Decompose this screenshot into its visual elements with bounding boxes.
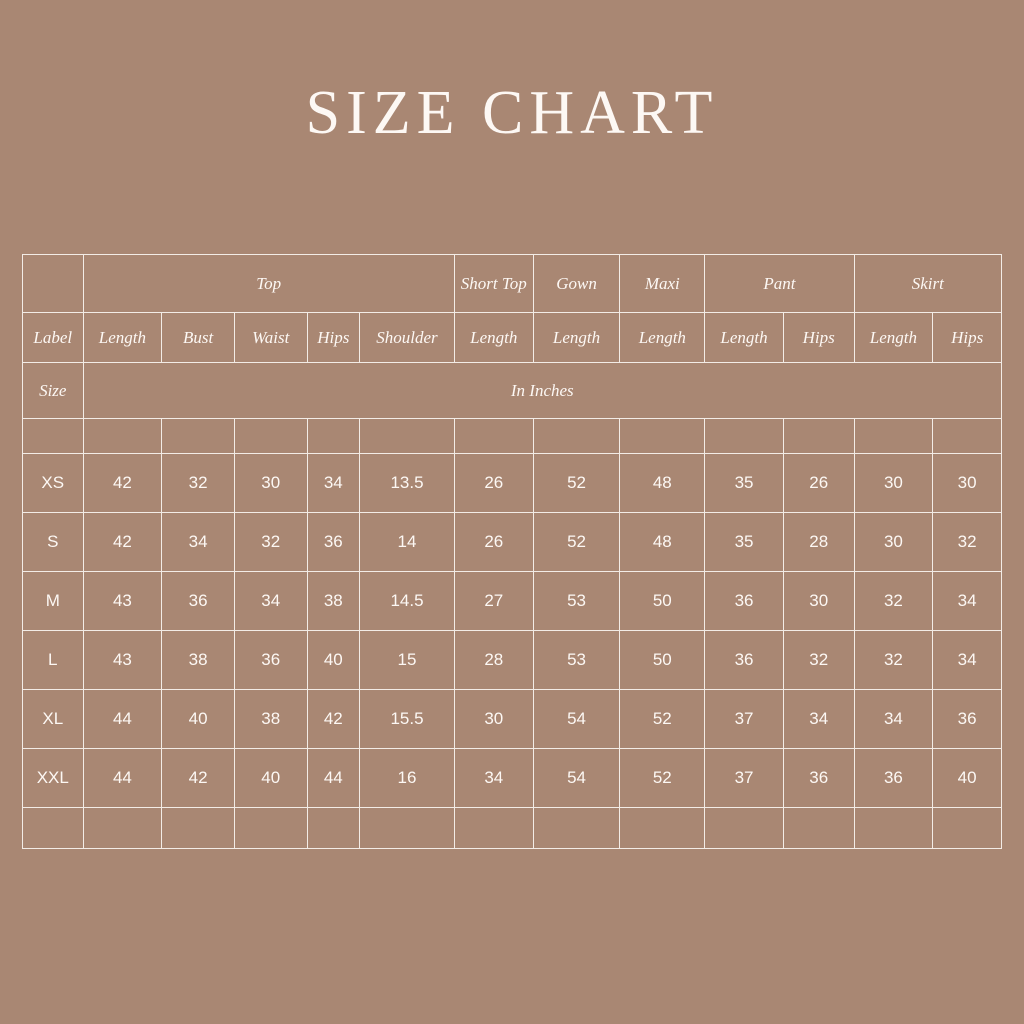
cell-skirt-length: 30 bbox=[854, 454, 933, 513]
cell-top-shoulder: 14.5 bbox=[360, 572, 455, 631]
column-header-top-hips: Hips bbox=[307, 313, 359, 363]
spacer-cell-10 bbox=[783, 419, 854, 454]
cell-top-bust: 40 bbox=[162, 690, 235, 749]
cell-maxi-length: 48 bbox=[620, 454, 705, 513]
cell-gown-length: 54 bbox=[533, 749, 620, 808]
spacer-cell-size bbox=[23, 808, 84, 849]
spacer-cell-2 bbox=[162, 419, 235, 454]
spacer-cell-3 bbox=[234, 419, 307, 454]
column-header-row bbox=[23, 313, 1002, 363]
table-row bbox=[23, 454, 1002, 513]
cell-top-shoulder: 15 bbox=[360, 631, 455, 690]
cell-pant-length: 37 bbox=[705, 749, 784, 808]
group-header-top: Top bbox=[83, 255, 454, 313]
cell-top-hips: 36 bbox=[307, 513, 359, 572]
column-header-pant-hips: Hips bbox=[783, 313, 854, 363]
cell-short-top-length: 27 bbox=[454, 572, 533, 631]
spacer-cell-8 bbox=[620, 808, 705, 849]
spacer-cell-11 bbox=[854, 419, 933, 454]
group-header-row bbox=[23, 255, 1002, 313]
cell-maxi-length: 50 bbox=[620, 631, 705, 690]
row-size-label: L bbox=[23, 631, 84, 690]
cell-short-top-length: 34 bbox=[454, 749, 533, 808]
spacer-cell-9 bbox=[705, 419, 784, 454]
column-header-top-shoulder: Shoulder bbox=[360, 313, 455, 363]
cell-top-length: 42 bbox=[83, 513, 162, 572]
group-header-pant: Pant bbox=[705, 255, 854, 313]
cell-gown-length: 52 bbox=[533, 454, 620, 513]
cell-top-length: 44 bbox=[83, 749, 162, 808]
column-header-top-waist: Waist bbox=[234, 313, 307, 363]
units-row bbox=[23, 363, 1002, 419]
cell-skirt-length: 32 bbox=[854, 631, 933, 690]
spacer-cell-1 bbox=[83, 419, 162, 454]
cell-top-shoulder: 15.5 bbox=[360, 690, 455, 749]
column-header-gown-length: Length bbox=[533, 313, 620, 363]
spacer-cell-10 bbox=[783, 808, 854, 849]
cell-top-hips: 44 bbox=[307, 749, 359, 808]
cell-skirt-hips: 34 bbox=[933, 631, 1002, 690]
column-header-top-length: Length bbox=[83, 313, 162, 363]
cell-maxi-length: 52 bbox=[620, 749, 705, 808]
cell-maxi-length: 48 bbox=[620, 513, 705, 572]
spacer-cell-7 bbox=[533, 419, 620, 454]
cell-top-waist: 30 bbox=[234, 454, 307, 513]
spacer-cell-7 bbox=[533, 808, 620, 849]
row-size-label: M bbox=[23, 572, 84, 631]
cell-top-hips: 40 bbox=[307, 631, 359, 690]
cell-pant-length: 36 bbox=[705, 572, 784, 631]
cell-pant-length: 36 bbox=[705, 631, 784, 690]
cell-short-top-length: 26 bbox=[454, 454, 533, 513]
cell-pant-hips: 26 bbox=[783, 454, 854, 513]
cell-top-length: 43 bbox=[83, 572, 162, 631]
table-row bbox=[23, 513, 1002, 572]
cell-skirt-hips: 32 bbox=[933, 513, 1002, 572]
cell-top-shoulder: 16 bbox=[360, 749, 455, 808]
spacer-cell-9 bbox=[705, 808, 784, 849]
cell-top-waist: 32 bbox=[234, 513, 307, 572]
cell-top-bust: 42 bbox=[162, 749, 235, 808]
cell-top-bust: 34 bbox=[162, 513, 235, 572]
group-header-short-top: Short Top bbox=[454, 255, 533, 313]
body-top-spacer bbox=[23, 419, 1002, 454]
cell-gown-length: 53 bbox=[533, 572, 620, 631]
cell-top-hips: 34 bbox=[307, 454, 359, 513]
cell-short-top-length: 26 bbox=[454, 513, 533, 572]
cell-short-top-length: 30 bbox=[454, 690, 533, 749]
body-bottom-spacer bbox=[23, 808, 1002, 849]
cell-skirt-hips: 34 bbox=[933, 572, 1002, 631]
cell-pant-length: 37 bbox=[705, 690, 784, 749]
cell-top-length: 42 bbox=[83, 454, 162, 513]
table-row bbox=[23, 690, 1002, 749]
cell-top-hips: 42 bbox=[307, 690, 359, 749]
cell-skirt-hips: 40 bbox=[933, 749, 1002, 808]
cell-skirt-length: 32 bbox=[854, 572, 933, 631]
cell-gown-length: 52 bbox=[533, 513, 620, 572]
cell-top-waist: 34 bbox=[234, 572, 307, 631]
spacer-cell-6 bbox=[454, 808, 533, 849]
column-header-skirt-length: Length bbox=[854, 313, 933, 363]
table-row bbox=[23, 749, 1002, 808]
cell-top-waist: 36 bbox=[234, 631, 307, 690]
cell-maxi-length: 50 bbox=[620, 572, 705, 631]
cell-gown-length: 54 bbox=[533, 690, 620, 749]
spacer-cell-3 bbox=[234, 808, 307, 849]
cell-pant-hips: 32 bbox=[783, 631, 854, 690]
cell-gown-length: 53 bbox=[533, 631, 620, 690]
cell-pant-length: 35 bbox=[705, 454, 784, 513]
spacer-cell-4 bbox=[307, 419, 359, 454]
column-header-maxi-length: Length bbox=[620, 313, 705, 363]
column-header-top-bust: Bust bbox=[162, 313, 235, 363]
row-size-label: S bbox=[23, 513, 84, 572]
column-header-skirt-hips: Hips bbox=[933, 313, 1002, 363]
cell-top-bust: 32 bbox=[162, 454, 235, 513]
row-size-label: XL bbox=[23, 690, 84, 749]
cell-top-shoulder: 14 bbox=[360, 513, 455, 572]
cell-top-hips: 38 bbox=[307, 572, 359, 631]
cell-pant-hips: 36 bbox=[783, 749, 854, 808]
column-header-label: Label bbox=[23, 313, 84, 363]
cell-skirt-length: 34 bbox=[854, 690, 933, 749]
page-title: SIZE CHART bbox=[305, 79, 719, 147]
cell-top-length: 44 bbox=[83, 690, 162, 749]
spacer-cell-1 bbox=[83, 808, 162, 849]
cell-top-bust: 36 bbox=[162, 572, 235, 631]
cell-top-bust: 38 bbox=[162, 631, 235, 690]
spacer-cell-4 bbox=[307, 808, 359, 849]
cell-pant-hips: 28 bbox=[783, 513, 854, 572]
spacer-cell-5 bbox=[360, 419, 455, 454]
spacer-cell-2 bbox=[162, 808, 235, 849]
spacer-cell-11 bbox=[854, 808, 933, 849]
table-row bbox=[23, 572, 1002, 631]
size-header: Size bbox=[23, 363, 84, 419]
cell-skirt-length: 36 bbox=[854, 749, 933, 808]
cell-maxi-length: 52 bbox=[620, 690, 705, 749]
column-header-short-top-length: Length bbox=[454, 313, 533, 363]
group-header-gown: Gown bbox=[533, 255, 620, 313]
cell-skirt-hips: 30 bbox=[933, 454, 1002, 513]
group-header-skirt: Skirt bbox=[854, 255, 1001, 313]
cell-top-waist: 40 bbox=[234, 749, 307, 808]
column-header-pant-length: Length bbox=[705, 313, 784, 363]
row-size-label: XS bbox=[23, 454, 84, 513]
cell-pant-length: 35 bbox=[705, 513, 784, 572]
cell-pant-hips: 34 bbox=[783, 690, 854, 749]
cell-top-shoulder: 13.5 bbox=[360, 454, 455, 513]
group-header-corner bbox=[23, 255, 84, 313]
spacer-cell-8 bbox=[620, 419, 705, 454]
units-note: In Inches bbox=[83, 363, 1001, 419]
cell-pant-hips: 30 bbox=[783, 572, 854, 631]
spacer-cell-size bbox=[23, 419, 84, 454]
size-chart-table-wrapper bbox=[22, 254, 1002, 849]
spacer-cell-12 bbox=[933, 419, 1002, 454]
spacer-cell-6 bbox=[454, 419, 533, 454]
spacer-cell-12 bbox=[933, 808, 1002, 849]
cell-short-top-length: 28 bbox=[454, 631, 533, 690]
table-row bbox=[23, 631, 1002, 690]
cell-skirt-hips: 36 bbox=[933, 690, 1002, 749]
cell-skirt-length: 30 bbox=[854, 513, 933, 572]
row-size-label: XXL bbox=[23, 749, 84, 808]
cell-top-length: 43 bbox=[83, 631, 162, 690]
size-chart-table bbox=[22, 254, 1002, 849]
group-header-maxi: Maxi bbox=[620, 255, 705, 313]
cell-top-waist: 38 bbox=[234, 690, 307, 749]
spacer-cell-5 bbox=[360, 808, 455, 849]
